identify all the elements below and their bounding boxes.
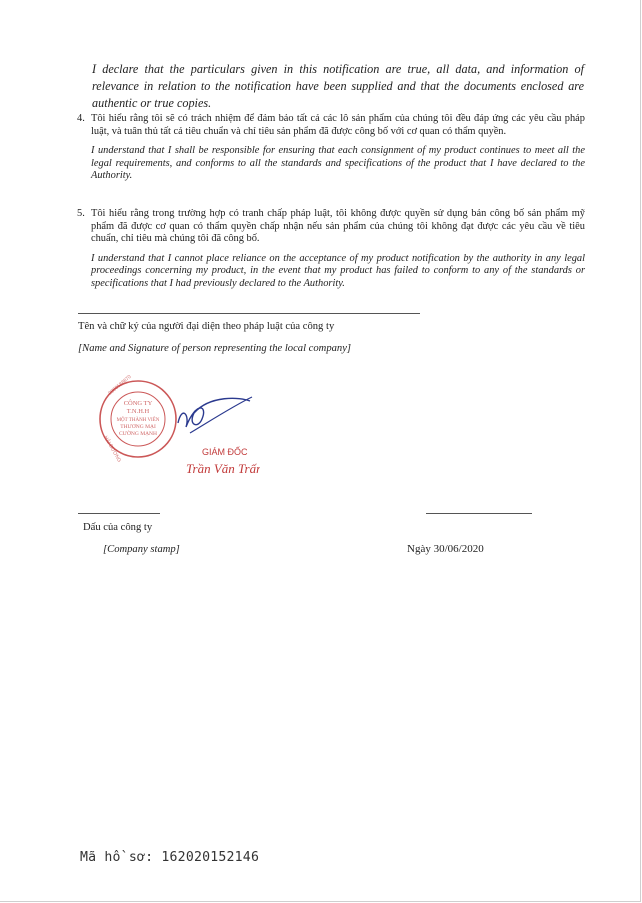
declaration-english-paragraph: I declare that the particulars given in this notification are true, all data, and information of relevance in relation to the notification have been supplied and that the documents enclosed are authentic or true copies.: [92, 62, 584, 110]
item-text-vietnamese: Tôi hiểu rằng trong trường hợp có tranh chấp pháp luật, tôi không được quyền sử dụng bản công bố sản phẩm mỹ phẩm đã được cơ quan có thẩm quyền chấp nhận nếu sản phẩm của chúng tôi không đạt được các yêu cầu về tiêu chuẩn, chỉ tiêu mà chúng tôi đã công bố.: [91, 208, 585, 245]
signer-name: Trần Văn Trấn: [186, 461, 260, 476]
dossier-label: Mã hồ sơ:: [80, 850, 154, 865]
svg-text:HẢI DƯƠNG: HẢI DƯƠNG: [102, 435, 123, 464]
svg-text:CƯỜNG MẠNH: CƯỜNG MẠNH: [118, 431, 158, 437]
signature-separator-line: [78, 313, 420, 314]
svg-text:CÔNG TY: CÔNG TY: [123, 400, 153, 407]
stamp-line-right: [426, 513, 532, 514]
dossier-code: [80, 850, 259, 865]
dossier-number: 162020152146: [161, 850, 260, 865]
declaration-item-5: [77, 208, 585, 291]
svg-text:THƯƠNG MẠI: THƯƠNG MẠI: [120, 424, 156, 430]
stamp-line-left: [78, 513, 160, 514]
signature-label-vietnamese: Tên và chữ ký của người đại diện theo pháp luật của công ty: [78, 321, 335, 332]
director-title: GIÁM ĐỐC: [202, 447, 248, 457]
svg-text:T.N.H.H: T.N.H.H: [126, 408, 150, 415]
item-number: 5.: [77, 208, 85, 219]
item-number: 4.: [77, 113, 85, 124]
red-seal-text: [117, 399, 160, 437]
seal-signature-graphic: [90, 375, 260, 485]
signature-label-english: [Name and Signature of person representing the local company]: [78, 343, 352, 354]
declaration-item-4: [77, 113, 585, 183]
item-text-vietnamese: Tôi hiểu rằng tôi sẽ có trách nhiệm để đảm bảo tất cả các lô sản phẩm của chúng tôi đều đáp ứng các yêu cầu pháp luật, và tuân thủ tất cả tiêu chuẩn và chỉ tiêu sản phẩm đã được công bố với cơ quan có thẩm quyền.: [91, 113, 585, 137]
company-stamp-label-english: [Company stamp]: [103, 544, 180, 555]
item-text-english: I understand that I cannot place reliance on the acceptance of my product notification by the authority in any legal proceedings concerning my product, in the event that my product has failed to conform to any of the standards or specifications that I had previously declared to the Authority.: [91, 252, 585, 289]
company-stamp-label-vietnamese: Dấu của công ty: [83, 522, 153, 533]
svg-text:MỘT THÀNH VIÊN: MỘT THÀNH VIÊN: [116, 418, 160, 423]
item-text-english: I understand that I shall be responsible for ensuring that each consignment of my product continues to meet all the legal requirements, and conforms to all the standards and specifications of the product that I have declared to the Authority.: [91, 145, 585, 182]
document-date: Ngày 30/06/2020: [407, 543, 484, 555]
svg-text:0800588870: 0800588870: [107, 375, 133, 397]
company-seal-and-signature: [90, 375, 260, 485]
signature-stroke: [178, 398, 250, 427]
